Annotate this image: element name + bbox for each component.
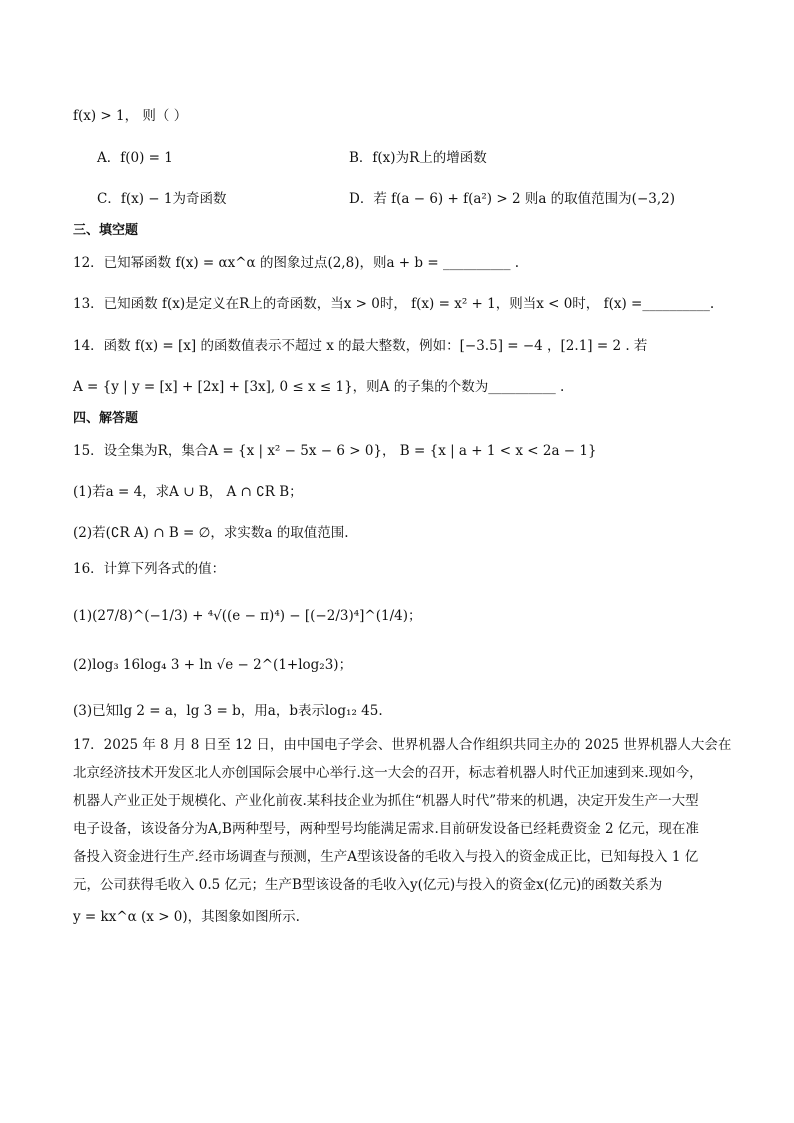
q11-option-c <box>97 190 226 208</box>
question-15-part2: (2)若(∁R A) ∩ B = ∅，求实数a 的取值范围. <box>73 525 349 541</box>
paragraph-line: y = kx^α (x > 0)，其图象如图所示. <box>73 909 300 925</box>
question-12: 12．已知幂函数 f(x) = αx^α 的图象过点(2,8)，则a + b = __________ . <box>73 255 520 271</box>
option-text: f(x) − 1为奇函数 <box>120 191 227 207</box>
option-letter: B． <box>349 150 373 166</box>
paragraph-line: 北京经济技术开发区北人亦创国际会展中心举行.这一大会的召开，标志着机器人时代正加速到来.现如今， <box>73 765 703 781</box>
question-15-stem: 15．设全集为R，集合A = {x | x² − 5x − 6 > 0}， B = {x | a + 1 < x < 2a − 1} <box>73 443 597 459</box>
question-16-part2: (2)log₃ 16log₄ 3 + ln √e − 2^(1+log₂3)； <box>73 657 353 673</box>
option-text: f(x)为R上的增函数 <box>372 150 487 166</box>
section-heading-fill-in: 三、填空题 <box>73 223 139 238</box>
paragraph-line: 电子设备，该设备分为A,B两种型号，两种型号均能满足需求.目前研发设备已经耗费资金 2 亿元，现在准 <box>73 821 699 837</box>
question-13: 13．已知函数 f(x)是定义在R上的奇函数，当x > 0时， f(x) = x² + 1，则当x < 0时， f(x) =__________. <box>73 296 715 312</box>
q11-option-d <box>349 190 675 208</box>
paragraph-line: 机器人产业正处于规模化、产业化前夜.某科技企业为抓住“机器人时代”带来的机遇，决定开发生产一大型 <box>73 793 699 809</box>
q11-stem-tail: f(x) > 1， 则（ ） <box>73 108 188 124</box>
question-14-line2: A = {y | y = [x] + [2x] + [3x], 0 ≤ x ≤ 1}，则A 的子集的个数为__________ . <box>73 379 565 395</box>
q11-option-b <box>349 149 487 167</box>
option-text: f(0) = 1 <box>120 150 173 166</box>
paragraph-line: 17．2025 年 8 月 8 日至 12 日，由中国电子学会、世界机器人合作组织共同主办的 2025 世界机器人大会在 <box>73 737 732 753</box>
question-14-line1: 14．函数 f(x) = [x] 的函数值表示不超过 x 的最大整数，例如：[−3.5] = −4 ，[2.1] = 2 . 若 <box>73 338 648 354</box>
section-heading-answer: 四、解答题 <box>73 411 139 426</box>
question-16-part3: (3)已知lg 2 = a，lg 3 = b，用a，b表示log₁₂ 45. <box>73 703 383 719</box>
question-16-part1: (1)(27/8)^(−1/3) + ⁴√((e − π)⁴) − [(−2/3)⁴]^(1/4)； <box>73 608 422 624</box>
option-text: 若 f(a − 6) + f(a²) > 2 则a 的取值范围为(−3,2) <box>373 191 675 207</box>
question-17 <box>73 731 732 931</box>
question-15-part1: (1)若a = 4，求A ∪ B， A ∩ ∁R B； <box>73 484 303 500</box>
option-letter: C． <box>97 191 121 207</box>
question-16-stem: 16．计算下列各式的值： <box>73 561 226 577</box>
paragraph-line: 元，公司获得毛收入 0.5 亿元；生产B型该设备的毛收入y(亿元)与投入的资金x(亿元)的函数关系为 <box>73 877 663 893</box>
paragraph-line: 备投入资金进行生产.经市场调查与预测，生产A型该设备的毛收入与投入的资金成正比，已知每投入 1 亿 <box>73 849 699 865</box>
option-letter: D． <box>349 191 374 207</box>
option-letter: A． <box>97 150 121 166</box>
q11-option-a <box>97 149 173 167</box>
